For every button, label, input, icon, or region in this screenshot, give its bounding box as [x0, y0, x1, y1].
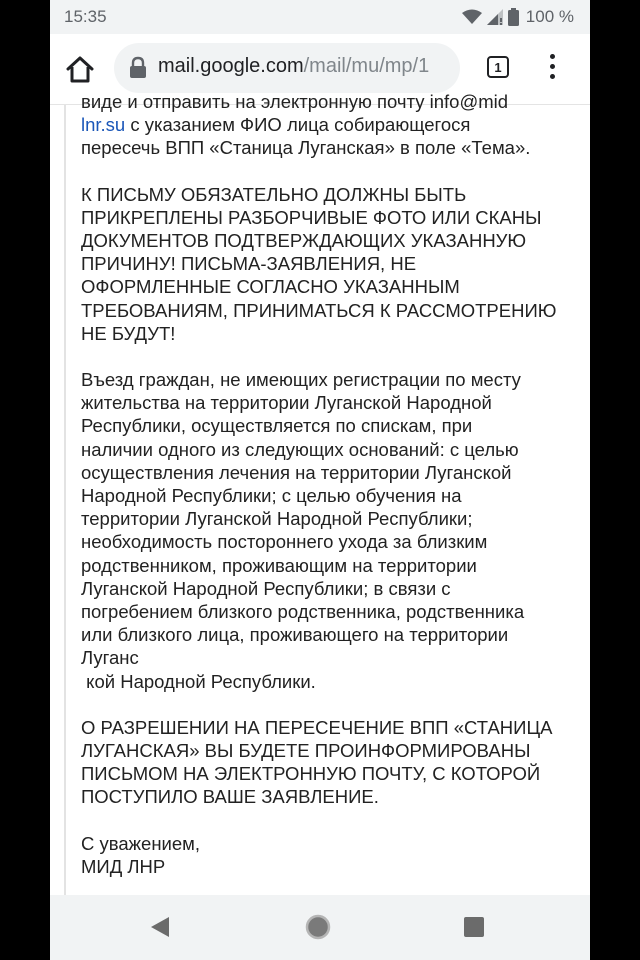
paragraph-entry-conditions	[81, 368, 581, 693]
p2-line: НЕ БУДУТ!	[81, 322, 176, 344]
p2-line: ОФОРМЛЕННЫЕ СОГЛАСНО УКАЗАННЫМ	[81, 276, 460, 298]
p2-line: ПРИЧИНУ! ПИСЬМА-ЗАЯВЛЕНИЯ, НЕ	[81, 253, 417, 275]
email-body	[50, 91, 590, 895]
partial-top-line: виде и отправить на электронную почту info@mid	[81, 91, 509, 112]
p3-line: Луганской Народной Республики; в связи с	[81, 577, 451, 599]
battery-icon	[508, 8, 519, 26]
status-bar	[50, 0, 590, 34]
url-path: /mail/mu/mp/1	[303, 55, 430, 77]
tab-count: 1	[494, 59, 502, 75]
p3-line: территории Луганской Народной Республики;	[81, 508, 473, 530]
p3-line: Народной Республики; с целью обучения на	[81, 485, 462, 507]
paragraph-attachments-warning	[81, 183, 581, 345]
p4-line: ПИСЬМОМ НА ЭЛЕКТРОННУЮ ПОЧТУ, С КОТОРОЙ	[81, 763, 541, 785]
url-text[interactable]	[158, 55, 429, 78]
p3-line: Луганс	[81, 647, 139, 669]
p4-line: ЛУГАНСКАЯ» ВЫ БУДЕТЕ ПРОИНФОРМИРОВАНЫ	[81, 740, 531, 762]
p2-line: К ПИСЬМУ ОБЯЗАТЕЛЬНО ДОЛЖНЫ БЫТЬ	[81, 183, 467, 205]
p2-line: ТРЕБОВАНИЯМ, ПРИНИМАТЬСЯ К РАССМОТРЕНИЮ	[81, 299, 557, 321]
wifi-icon	[462, 9, 482, 25]
p3-line: жительства на территории Луганской Народной	[81, 392, 492, 414]
signature: МИД ЛНР	[81, 855, 166, 877]
battery-percent: 100 %	[525, 7, 574, 26]
more-vert-icon[interactable]	[544, 54, 560, 84]
p4-line: ПОСТУПИЛО ВАШЕ ЗАЯВЛЕНИЕ.	[81, 786, 379, 808]
p2-line: ПРИКРЕПЛЕНЫ РАЗБОРЧИВЫЕ ФОТО ИЛИ СКАНЫ	[81, 206, 542, 228]
phone-screen	[50, 0, 590, 960]
p1-line3: пересечь ВПП «Станица Луганская» в поле «Тема».	[81, 137, 531, 159]
quote-bar	[64, 105, 66, 895]
p3-line: погребением близкого родственника, родственника	[81, 601, 525, 623]
p4-line: О РАЗРЕШЕНИИ НА ПЕРЕСЕЧЕНИЕ ВПП «СТАНИЦА	[81, 716, 553, 738]
email-text	[81, 91, 581, 901]
p3-line: кой Народной Республики.	[81, 670, 316, 692]
status-time: 15:35	[64, 7, 107, 26]
system-nav-bar	[50, 895, 590, 960]
back-icon[interactable]	[148, 915, 172, 939]
tab-switcher-button[interactable]	[487, 56, 509, 78]
signal-icon	[487, 9, 503, 25]
email-link[interactable]: lnr.su	[81, 114, 126, 136]
p3-line: необходимость постороннего ухода за близким	[81, 531, 488, 553]
p3-line: осуществления лечения на территории Луганской	[81, 461, 512, 483]
p3-line: Республики, осуществляется по спискам, при	[81, 415, 473, 437]
p1-line2-rest: с указанием ФИО лица собирающегося	[125, 114, 471, 136]
paragraph-instructions	[81, 90, 581, 160]
signature-block	[81, 832, 581, 878]
address-bar[interactable]	[114, 43, 460, 93]
url-domain: mail.google.com	[158, 55, 304, 77]
p3-line: или близкого лица, проживающего на территории	[81, 624, 509, 646]
recents-icon[interactable]	[464, 917, 484, 937]
p3-line: Въезд граждан, не имеющих регистрации по месту	[81, 369, 521, 391]
p3-line: наличии одного из следующих оснований: с целью	[81, 438, 519, 460]
home-circle-icon[interactable]	[305, 914, 331, 940]
paragraph-notification	[81, 716, 581, 809]
status-icons	[462, 5, 574, 29]
signoff: С уважением,	[81, 832, 201, 854]
p2-line: ДОКУМЕНТОВ ПОДТВЕРЖДАЮЩИХ УКАЗАННУЮ	[81, 230, 527, 252]
lock-icon[interactable]	[128, 57, 148, 79]
home-icon[interactable]	[64, 54, 96, 86]
p3-line: родственником, проживающим на территории	[81, 554, 477, 576]
